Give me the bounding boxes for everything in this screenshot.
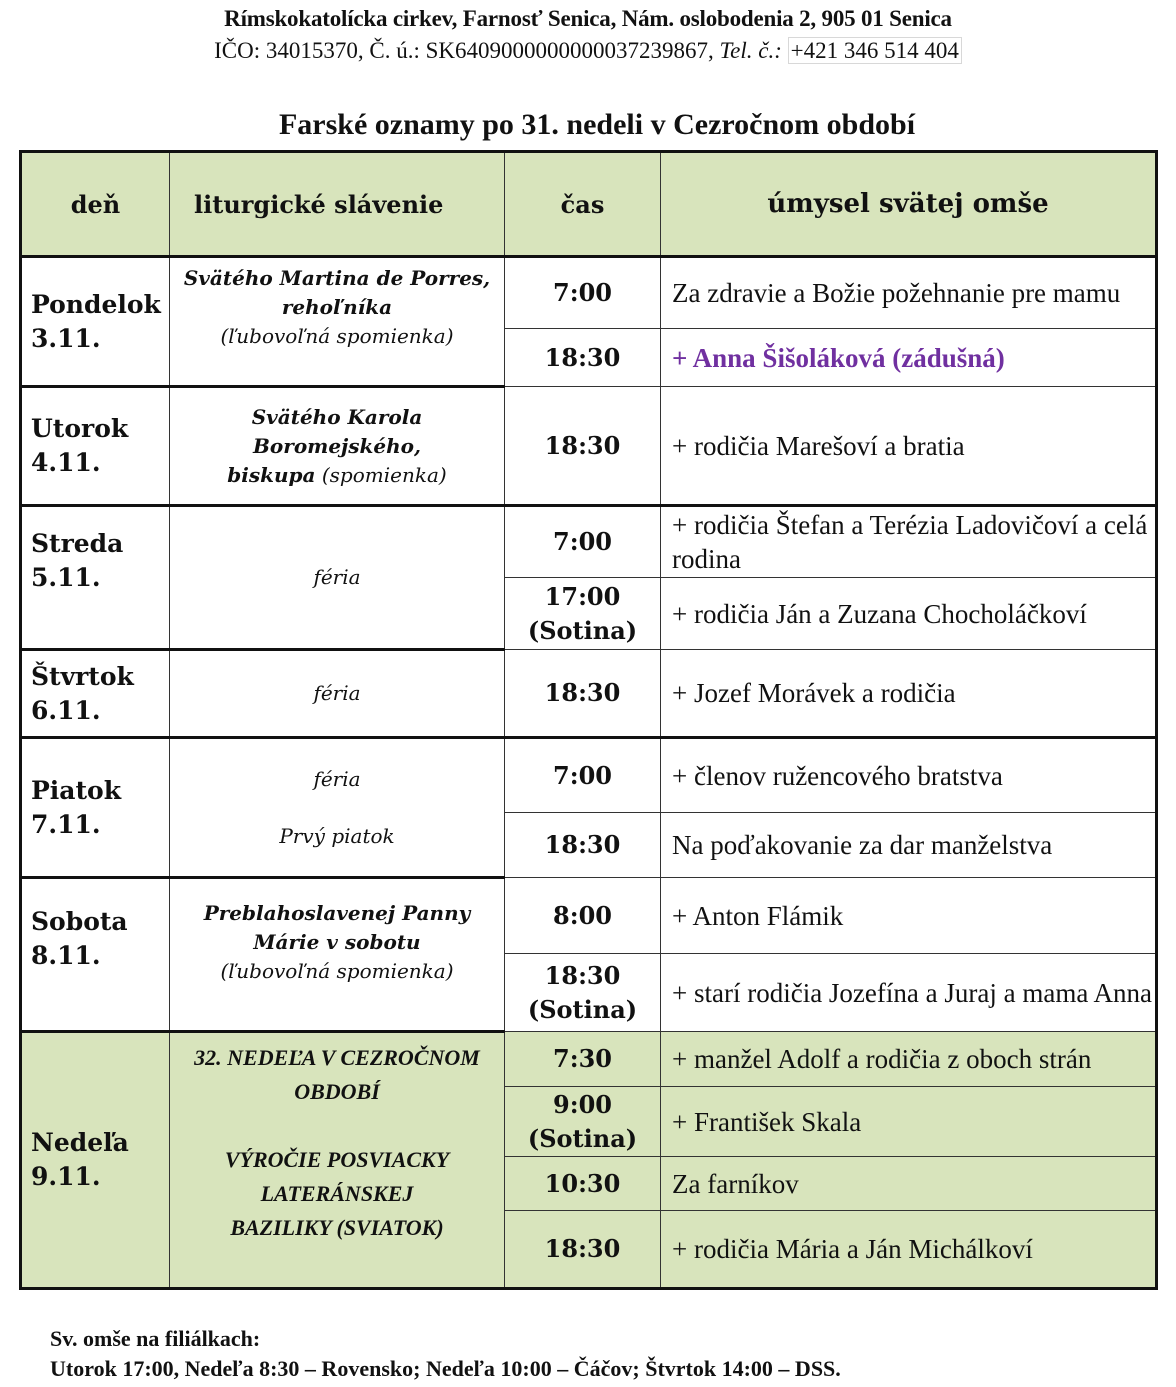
liturgy-cell — [170, 738, 505, 878]
liturgy-line: Svätého Martina de Porres, — [183, 266, 491, 290]
mass-place: (Sotina) — [527, 615, 638, 645]
intention-cell: Za zdravie a Božie požehnanie pre mamu — [661, 257, 1157, 329]
liturgy-line: féria — [313, 766, 361, 791]
column-header-time: čas — [505, 152, 661, 257]
column-header-day: deň — [21, 152, 170, 257]
liturgy-note: (ľubovoľná spomienka) — [220, 959, 454, 983]
parish-address: Rímskokatolícka cirkev, Farnosť Senica, Nám. oslobodenia 2, 905 01 Senica — [224, 6, 952, 31]
time-cell — [505, 578, 661, 650]
day-cell — [21, 738, 170, 878]
liturgy-line: LATERÁNSKEJ — [260, 1181, 414, 1206]
day-name: Piatok — [31, 775, 122, 805]
table-row — [21, 738, 1157, 813]
liturgy-line: Márie v sobotu — [253, 930, 421, 954]
time-cell: 18:30 — [505, 813, 661, 878]
liturgy-line: biskupa — [227, 462, 316, 487]
time-cell: 10:30 — [505, 1157, 661, 1211]
filial-masses-text: Utorok 17:00, Nedeľa 8:30 – Rovensko; Nedeľa 10:00 – Čáčov; Štvrtok 14:00 – DSS. — [50, 1356, 841, 1381]
intention-cell: + starí rodičia Jozefína a Juraj a mama Anna — [661, 954, 1157, 1032]
phone-number[interactable]: +421 346 514 404 — [788, 37, 962, 64]
intention-cell: + Anton Flámik — [661, 878, 1157, 954]
table-row — [21, 650, 1157, 738]
day-date: 6.11. — [31, 695, 101, 725]
day-date: 7.11. — [31, 809, 101, 839]
day-date: 3.11. — [31, 323, 101, 353]
table-row — [21, 387, 1157, 506]
intention-cell: + rodičia Štefan a Terézia Ladovičoví a celá rodina — [661, 506, 1157, 578]
day-cell — [21, 1032, 170, 1289]
liturgy-line: rehoľníka — [281, 295, 393, 319]
liturgy-note: (ľubovoľná spomienka) — [220, 324, 454, 348]
day-date: 9.11. — [31, 1162, 101, 1191]
time-cell: 18:30 — [505, 387, 661, 506]
intention-cell: + rodičia Mária a Ján Michálkoví — [661, 1211, 1157, 1289]
day-cell — [21, 650, 170, 738]
intention-cell: + František Skala — [661, 1087, 1157, 1157]
time-cell: 7:00 — [505, 257, 661, 329]
liturgy-line: OBDOBÍ — [294, 1079, 380, 1104]
liturgy-cell — [170, 257, 505, 387]
day-name: Nedeľa — [31, 1128, 129, 1157]
column-header-liturgy: liturgické slávenie — [170, 152, 505, 257]
tel-label: Tel. č.: — [719, 38, 782, 63]
filial-masses-heading: Sv. omše na filiálkach: — [50, 1326, 261, 1351]
time-cell: 18:30 — [505, 1211, 661, 1289]
mass-time: 17:00 — [544, 581, 621, 611]
mass-time: 9:00 — [553, 1089, 612, 1119]
liturgy-line: féria — [313, 565, 361, 589]
liturgy-line: féria — [313, 681, 361, 705]
time-cell: 7:00 — [505, 506, 661, 578]
day-name: Štvrtok — [31, 661, 134, 691]
intention-cell: + rodičia Marešoví a bratia — [661, 387, 1157, 506]
day-name: Utorok — [31, 414, 129, 443]
time-cell: 18:30 — [505, 650, 661, 738]
time-cell: 7:00 — [505, 738, 661, 813]
day-date: 8.11. — [31, 941, 101, 970]
liturgy-line: BAZILIKY (SVIATOK) — [230, 1215, 444, 1240]
time-cell: 8:00 — [505, 878, 661, 954]
intention-cell: + manžel Adolf a rodičia z oboch strán — [661, 1032, 1157, 1087]
intention-cell: + rodičia Ján a Zuzana Chocholáčkoví — [661, 578, 1157, 650]
liturgy-cell — [170, 650, 505, 738]
time-cell: 18:30 — [505, 329, 661, 387]
day-cell — [21, 506, 170, 650]
parish-identifiers — [0, 38, 1176, 64]
liturgy-line: VÝROČIE POSVIACKY — [224, 1147, 450, 1172]
day-cell — [21, 878, 170, 1032]
day-cell — [21, 257, 170, 387]
day-date: 5.11. — [31, 563, 101, 592]
liturgy-line: Preblahoslavenej Panny — [203, 901, 471, 925]
time-cell — [505, 954, 661, 1032]
day-name: Sobota — [31, 907, 128, 936]
page-title: Farské oznamy po 31. nedeli v Cezročnom období — [278, 108, 916, 141]
table-header-row — [21, 152, 1157, 257]
liturgy-note: (spomienka) — [321, 462, 447, 487]
intention-cell: Na poďakovanie za dar manželstva — [661, 813, 1157, 878]
intention-cell: + Jozef Morávek a rodičia — [661, 650, 1157, 738]
intention-cell-highlighted: + Anna Šišoláková (zádušná) — [661, 329, 1157, 387]
table-row — [21, 257, 1157, 329]
liturgy-line: Svätého Karola — [251, 404, 423, 429]
mass-schedule-table — [19, 150, 1158, 1290]
liturgy-cell — [170, 506, 505, 650]
mass-place: (Sotina) — [527, 994, 638, 1024]
intention-cell: Za farníkov — [661, 1157, 1157, 1211]
table-row — [21, 1032, 1157, 1087]
liturgy-cell — [170, 387, 505, 506]
mass-place: (Sotina) — [527, 1123, 638, 1153]
mass-time: 18:30 — [544, 960, 621, 990]
parish-ids: IČO: 34015370, Č. ú.: SK6409000000000037239867, — [214, 38, 720, 63]
table-row — [21, 878, 1157, 954]
liturgy-line: 32. NEDEĽA V CEZROČNOM — [194, 1045, 480, 1070]
time-cell — [505, 1087, 661, 1157]
liturgy-cell — [170, 1032, 505, 1289]
day-name: Pondelok — [31, 289, 161, 319]
table-row — [21, 506, 1157, 578]
liturgy-line: Prvý piatok — [279, 823, 395, 848]
liturgy-line: Boromejského, — [253, 433, 421, 458]
day-cell — [21, 387, 170, 506]
day-name: Streda — [31, 529, 124, 558]
intention-cell: + členov ružencového bratstva — [661, 738, 1157, 813]
time-cell: 7:30 — [505, 1032, 661, 1087]
liturgy-cell — [170, 878, 505, 1032]
column-header-intention: úmysel svätej omše — [661, 152, 1157, 257]
day-date: 4.11. — [31, 448, 101, 477]
